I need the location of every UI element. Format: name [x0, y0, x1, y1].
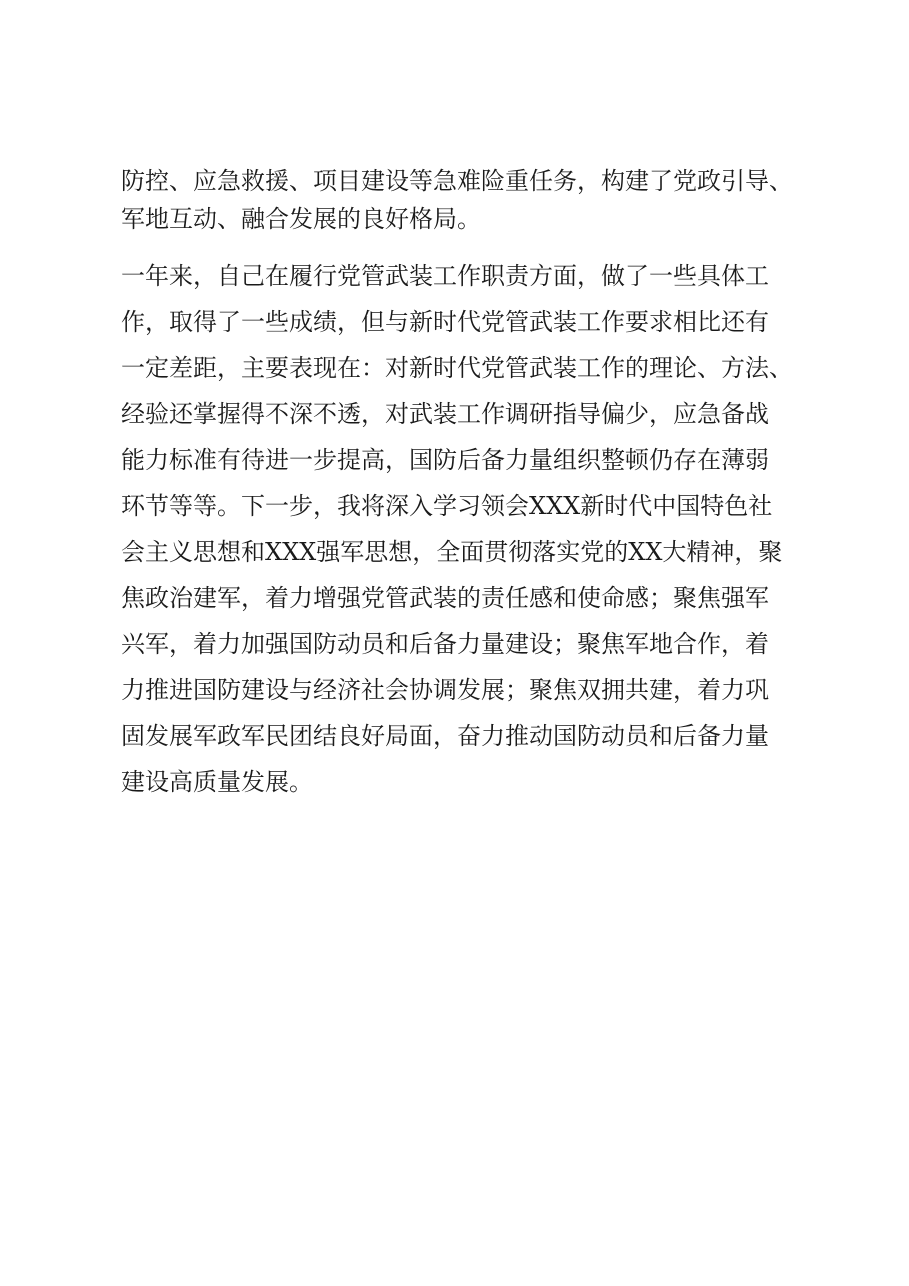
paragraph-line: 焦政治建军，着力增强党管武装的责任感和使命感；聚焦强军 — [121, 584, 769, 612]
paragraph-1 — [121, 162, 811, 242]
paragraph-line: 力推进国防建设与经济社会协调发展；聚焦双拥共建，着力巩 — [121, 676, 769, 704]
paragraph-line: 兴军，着力加强国防动员和后备力量建设；聚焦军地合作，着 — [121, 630, 769, 658]
paragraph-line: 一定差距，主要表现在：对新时代党管武装工作的理论、方法、 — [121, 354, 793, 382]
paragraph-line: 环节等等。下一步，我将深入学习领会XXX新时代中国特色社 — [121, 492, 773, 520]
paragraph-line: 会主义思想和XXX强军思想，全面贯彻落实党的XX大精神，聚 — [121, 538, 783, 566]
paragraph-line: 经验还掌握得不深不透，对武装工作调研指导偏少，应急备战 — [121, 400, 769, 428]
paragraph-line: 作，取得了一些成绩，但与新时代党管武装工作要求相比还有 — [121, 308, 769, 336]
paragraph-line: 一年来，自己在履行党管武装工作职责方面，做了一些具体工 — [121, 262, 769, 290]
paragraph-line: 防控、应急救援、项目建设等急难险重任务，构建了党政引导、 — [121, 167, 793, 195]
paragraph-2 — [121, 257, 811, 837]
paragraph-line: 建设高质量发展。 — [121, 768, 313, 796]
paragraph-line: 固发展军政军民团结良好局面，奋力推动国防动员和后备力量 — [121, 722, 769, 750]
paragraph-line: 能力标准有待进一步提高，国防后备力量组织整顿仍存在薄弱 — [121, 446, 769, 474]
paragraph-line: 军地互动、融合发展的良好格局。 — [121, 205, 481, 233]
